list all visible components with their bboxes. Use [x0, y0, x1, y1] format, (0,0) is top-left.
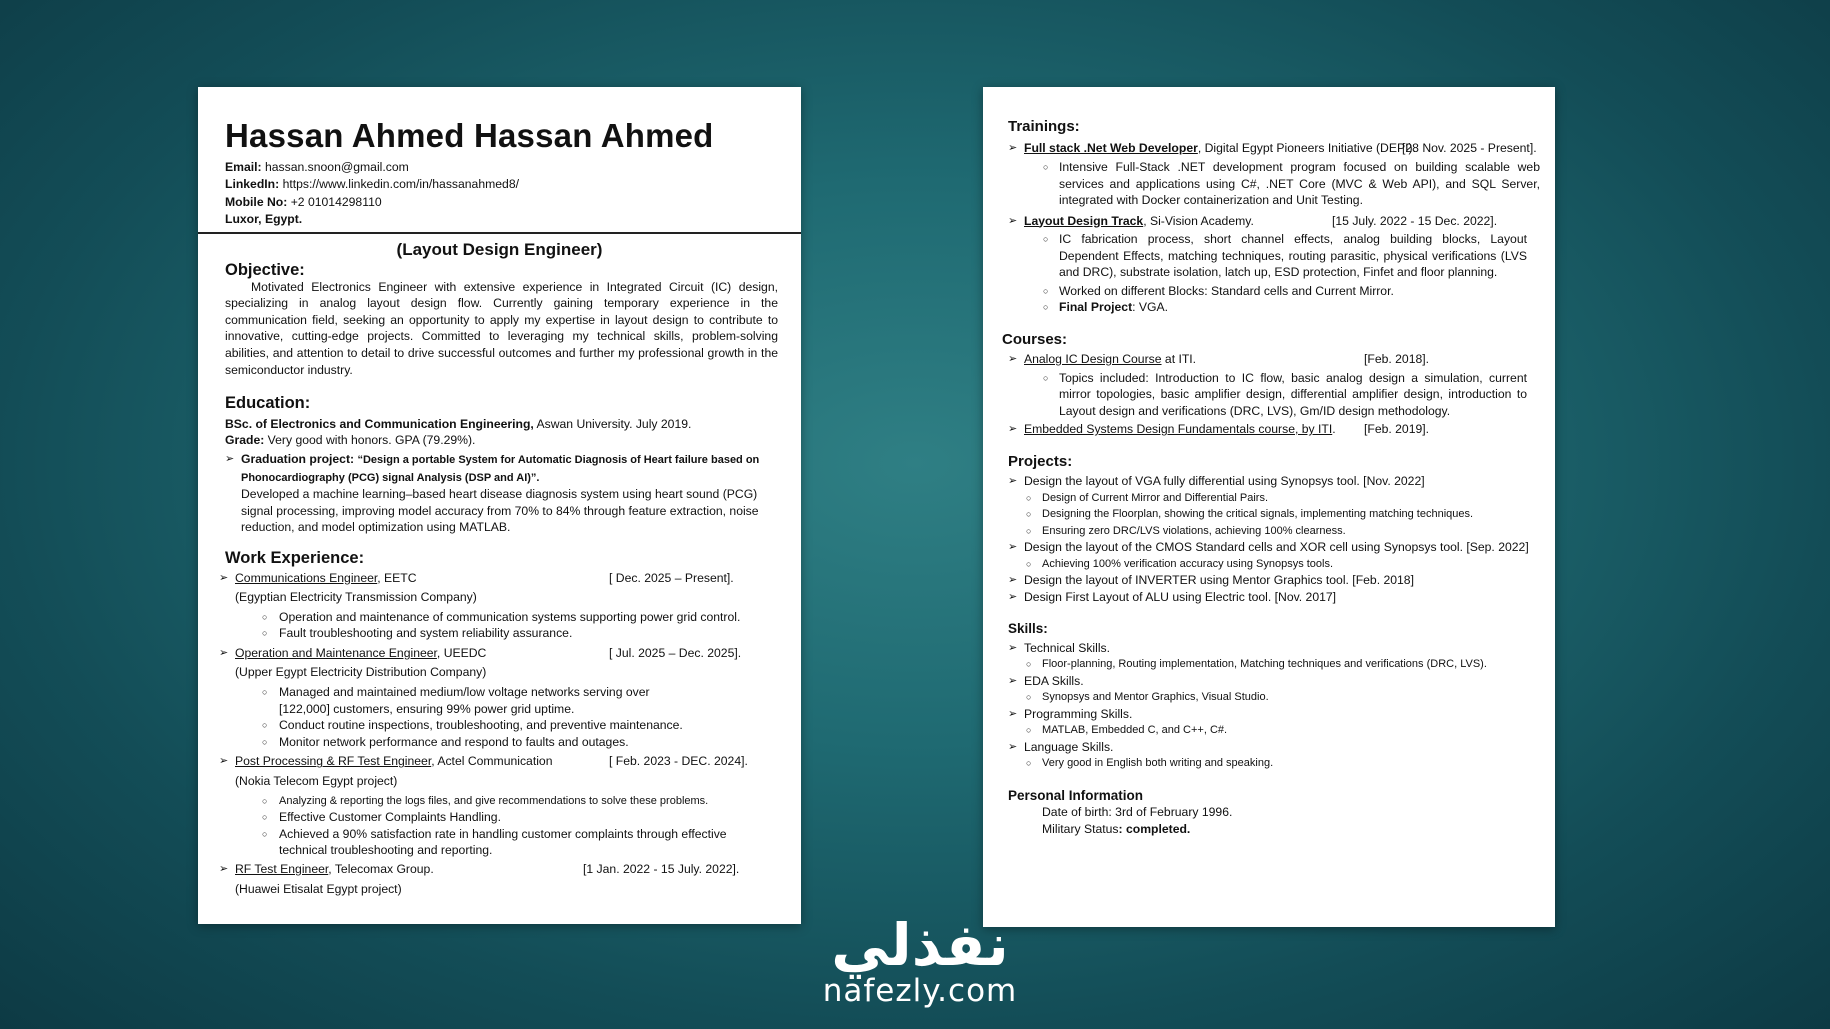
arrow-bullet-icon: ➢: [1008, 590, 1018, 603]
job-bullet: ○ Operation and maintenance of communication systems supporting power grid control.: [262, 609, 741, 624]
arrow-bullet-icon: ➢: [1008, 141, 1018, 154]
circle-bullet-icon: ○: [1043, 302, 1049, 312]
training-bullet: ○ Worked on different Blocks: Standard cells and Current Mirror.: [1043, 283, 1394, 298]
job-bullet: ○ Achieved a 90% satisfaction rate in handling customer complaints through effective technical troubleshooting and reporting.: [262, 826, 727, 858]
arrow-bullet-icon: ➢: [219, 863, 229, 875]
arrow-bullet-icon: ➢: [1008, 740, 1018, 753]
grade-value: Very good with honors. GPA (79.29%).: [264, 433, 476, 448]
graduation-description: Developed a machine learning–based heart disease diagnosis system using heart sound (PCG) signal processing, improving model accuracy from 70% to 84% through feature extraction, noise reduction, and model optimization using MATLAB.: [241, 487, 759, 535]
job-company: , Actel Communication: [431, 754, 553, 769]
course-entry: [1008, 421, 1540, 438]
arrow-bullet-icon: ➢: [1008, 353, 1018, 365]
arrow-bullet-icon: ➢: [1008, 475, 1018, 487]
mobile-value: +2 01014298110: [290, 194, 382, 209]
training-dates: [28 Nov. 2025 - Present].: [1402, 140, 1537, 155]
candidate-name: Hassan Ahmed Hassan Ahmed: [225, 117, 714, 154]
course-dates: [Feb. 2019].: [1364, 422, 1430, 436]
training-entry: [1008, 140, 1540, 157]
course-org: .: [1332, 422, 1336, 436]
graduation-label: Graduation project:: [241, 451, 355, 466]
job-dates: [1 Jan. 2022 - 15 July. 2022].: [583, 862, 740, 876]
job-title: Operation and Maintenance Engineer: [235, 645, 437, 660]
job-company: , EETC: [377, 570, 417, 585]
circle-bullet-icon: ○: [262, 611, 268, 622]
training-dates: [15 July. 2022 - 15 Dec. 2022].: [1332, 213, 1498, 228]
project-item: ➢ Design the layout of the CMOS Standard cells and XOR cell using Synopsys tool. [Sep. 2022]: [1008, 540, 1529, 554]
role-title: (Layout Design Engineer): [396, 240, 603, 259]
skill-item: ➢ Technical Skills.: [1008, 640, 1111, 655]
resume-page-1: [198, 87, 801, 924]
job-bullet: ○ Conduct routine inspections, troubleshooting, and preventive maintenance.: [262, 718, 683, 733]
circle-bullet-icon: ○: [262, 828, 268, 839]
job-org: (Nokia Telecom Egypt project): [235, 774, 398, 789]
resume-page-2: [983, 87, 1555, 927]
objective-heading: Objective:: [225, 261, 305, 279]
project-item: ➢ Design First Layout of ALU using Electric tool. [Nov. 2017]: [1008, 589, 1337, 604]
arrow-bullet-icon: ➢: [1008, 214, 1018, 227]
arrow-bullet-icon: ➢: [219, 571, 229, 584]
graduation-title: “Design a portable System for Automatic Diagnosis of Heart failure based on Phonocardiography (PCG) signal Analysis (DSP and AI)”.: [241, 453, 760, 484]
job-bullet: ○ Fault troubleshooting and system reliability assurance.: [262, 626, 573, 641]
job-org: (Huawei Etisalat Egypt project): [235, 881, 402, 896]
job-entry: [219, 570, 778, 606]
job-title: Post Processing & RF Test Engineer: [235, 754, 432, 769]
skills-heading: Skills:: [1008, 621, 1048, 636]
projects-heading: Projects:: [1008, 452, 1073, 470]
arrow-bullet-icon: ➢: [1008, 574, 1018, 586]
nafezly-logo: [790, 911, 1050, 1009]
personal-heading: Personal Information: [1008, 787, 1144, 803]
university: Aswan University. July 2019.: [533, 416, 692, 431]
project-item: ➢ Design the layout of INVERTER using Mentor Graphics tool. [Feb. 2018]: [1008, 573, 1414, 587]
work-heading: Work Experience:: [225, 548, 365, 567]
arrow-bullet-icon: ➢: [1008, 423, 1018, 435]
skill-item: ➢ EDA Skills.: [1008, 673, 1084, 688]
job-dates: [ Dec. 2025 – Present].: [609, 570, 734, 585]
military-status: Military Status: completed.: [1042, 821, 1191, 836]
training-org: , Digital Egypt Pioneers Initiative (DEPI).: [1197, 140, 1416, 155]
circle-bullet-icon: ○: [262, 628, 268, 639]
graduation-project: [225, 451, 778, 536]
project-bullet: ○ Achieving 100% verification accuracy using Synopsys tools.: [1008, 556, 1540, 573]
skill-item: ➢ Programming Skills.: [1008, 706, 1133, 721]
course-entry: [1008, 351, 1540, 368]
course-dates: [Feb. 2018].: [1364, 352, 1430, 366]
job-bullet: ○ Monitor network performance and respond to faults and outages.: [262, 734, 629, 749]
job-org: (Egyptian Electricity Transmission Company): [235, 590, 477, 605]
job-company: , Telecomax Group.: [328, 862, 434, 876]
job-entry: [219, 645, 778, 681]
job-title: Communications Engineer: [235, 570, 378, 585]
arrow-bullet-icon: ➢: [219, 755, 229, 768]
logo-arabic-text: نفذلي: [831, 911, 1009, 979]
project-bullet: ○ Design of Current Mirror and Differential Pairs.: [1008, 490, 1540, 507]
skill-bullet: ○ Very good in English both writing and speaking.: [1008, 755, 1540, 772]
contact-block: [225, 159, 519, 228]
circle-bullet-icon: ○: [1026, 692, 1032, 702]
project-bullet: ○ Ensuring zero DRC/LVS violations, achieving 100% clearness.: [1008, 523, 1540, 540]
circle-bullet-icon: ○: [1043, 234, 1049, 244]
job-bullet: ○ Analyzing & reporting the logs files, and give recommendations to solve these problems.: [225, 793, 778, 810]
training-title: Full stack .Net Web Developer: [1024, 140, 1198, 155]
training-title: Layout Design Track: [1024, 213, 1144, 228]
job-title: RF Test Engineer: [235, 862, 329, 876]
header-divider: [198, 232, 801, 234]
training-bullet: ○ IC fabrication process, short channel effects, analog building blocks, Layout Dependent Effects, matching techniques, routing parasitic, physical verifications (LVS and DRC), substrate isolation, latch up, ESD protection, Finfet and floor planning.: [1043, 232, 1527, 279]
project-item: ➢ Design the layout of VGA fully differential using Synopsys tool. [Nov. 2022]: [1008, 474, 1425, 488]
arrow-bullet-icon: ➢: [1008, 541, 1018, 553]
arrow-bullet-icon: ➢: [1008, 707, 1018, 720]
circle-bullet-icon: ○: [1043, 285, 1049, 296]
course-title: Analog IC Design Course: [1024, 352, 1162, 366]
training-bullet: [1008, 299, 1540, 316]
logo-latin-text: nafezly.com: [822, 973, 1018, 1009]
training-entry: [1008, 213, 1540, 230]
course-bullet: ○ Topics included: Introduction to IC flow, basic analog design a simulation, current mirror topologies, basic amplifier design, differential amplifier design, introduction to Layout design and verifications (DRC, LVS), Gm/ID design methodology.: [1043, 370, 1527, 418]
mobile-label: Mobile No:: [225, 194, 288, 209]
date-of-birth: Date of birth: 3rd of February 1996.: [1042, 805, 1233, 819]
circle-bullet-icon: ○: [262, 720, 268, 731]
training-bullet: ○ Intensive Full-Stack .NET development program focused on building scalable web services and applications using C#, .NET Core (MVC & Web API), and SQL Server, integrated with Docker containerization and Unit Testing.: [1043, 160, 1540, 207]
course-title: Embedded Systems Design Fundamentals course, by ITI: [1024, 422, 1333, 436]
job-bullet: ○ Managed and maintained medium/low voltage networks serving over [122,000] customers, ensuring 99% power grid uptime.: [262, 685, 650, 716]
linkedin-value: https://www.linkedin.com/in/hassanahmed8/: [282, 177, 519, 192]
jobs-list: [219, 570, 778, 898]
left-body: [219, 261, 778, 897]
email-value: hassan.snoon@gmail.com: [264, 160, 409, 174]
training-org: , Si-Vision Academy.: [1143, 213, 1254, 228]
degree: BSc. of Electronics and Communication Engineering,: [225, 416, 534, 431]
final-project-value: : VGA.: [1132, 300, 1169, 314]
circle-bullet-icon: ○: [262, 795, 268, 806]
circle-bullet-icon: ○: [1026, 725, 1032, 735]
arrow-bullet-icon: ➢: [219, 646, 229, 659]
email-label: Email:: [225, 160, 262, 174]
circle-bullet-icon: ○: [1043, 372, 1049, 383]
circle-bullet-icon: ○: [262, 736, 268, 747]
job-entry: [219, 753, 778, 789]
final-project-label: Final Project: [1059, 300, 1133, 314]
circle-bullet-icon: ○: [262, 687, 268, 698]
trainings-heading: Trainings:: [1008, 118, 1080, 135]
circle-bullet-icon: ○: [262, 812, 268, 823]
job-company: , UEEDC: [436, 645, 487, 660]
job-bullet: ○ Effective Customer Complaints Handling.: [262, 810, 501, 825]
circle-bullet-icon: ○: [1043, 162, 1049, 172]
circle-bullet-icon: ○: [1026, 525, 1032, 536]
linkedin-label: LinkedIn:: [225, 177, 280, 192]
right-body: [1002, 118, 1540, 837]
job-dates: [ Jul. 2025 – Dec. 2025].: [609, 645, 742, 660]
grade-label: Grade:: [225, 433, 265, 448]
job-org: (Upper Egypt Electricity Distribution Company): [235, 665, 487, 680]
job-dates: [ Feb. 2023 - DEC. 2024].: [609, 754, 748, 769]
education-heading: Education:: [225, 394, 311, 413]
skill-bullet: ○ Synopsys and Mentor Graphics, Visual Studio.: [1008, 689, 1540, 706]
course-org: at ITI.: [1161, 352, 1197, 366]
circle-bullet-icon: ○: [1026, 492, 1032, 503]
arrow-bullet-icon: ➢: [225, 452, 235, 465]
circle-bullet-icon: ○: [1026, 758, 1032, 768]
location: Luxor, Egypt.: [225, 211, 303, 226]
circle-bullet-icon: ○: [1026, 659, 1032, 669]
skill-bullet: ○ Floor-planning, Routing implementation, Matching techniques and verifications (DRC, LVS).: [1008, 656, 1540, 673]
arrow-bullet-icon: ➢: [1008, 674, 1018, 687]
objective-text: Motivated Electronics Engineer with extensive experience in Integrated Circuit (IC) design, specializing in analog layout design flow. Currently gaining temporary experience in the communication field, seeking an opportunity to apply my expertise in layout design to contribute to innovative, cutting-edge projects. Committed to leveraging my technical skills, problem-solving abilities, and attention to detail to drive successful outcomes and further my professional growth in the semiconductor industry.: [225, 279, 778, 377]
job-entry: [219, 861, 778, 897]
skill-item: ➢ Language Skills.: [1008, 739, 1114, 754]
skill-bullet: ○ MATLAB, Embedded C, and C++, C#.: [1008, 722, 1540, 739]
project-bullet: ○ Designing the Floorplan, showing the critical signals, implementing matching techniques.: [1008, 506, 1540, 523]
courses-heading: Courses:: [1002, 330, 1068, 348]
circle-bullet-icon: ○: [1026, 509, 1032, 519]
arrow-bullet-icon: ➢: [1008, 641, 1018, 654]
circle-bullet-icon: ○: [1026, 558, 1032, 569]
